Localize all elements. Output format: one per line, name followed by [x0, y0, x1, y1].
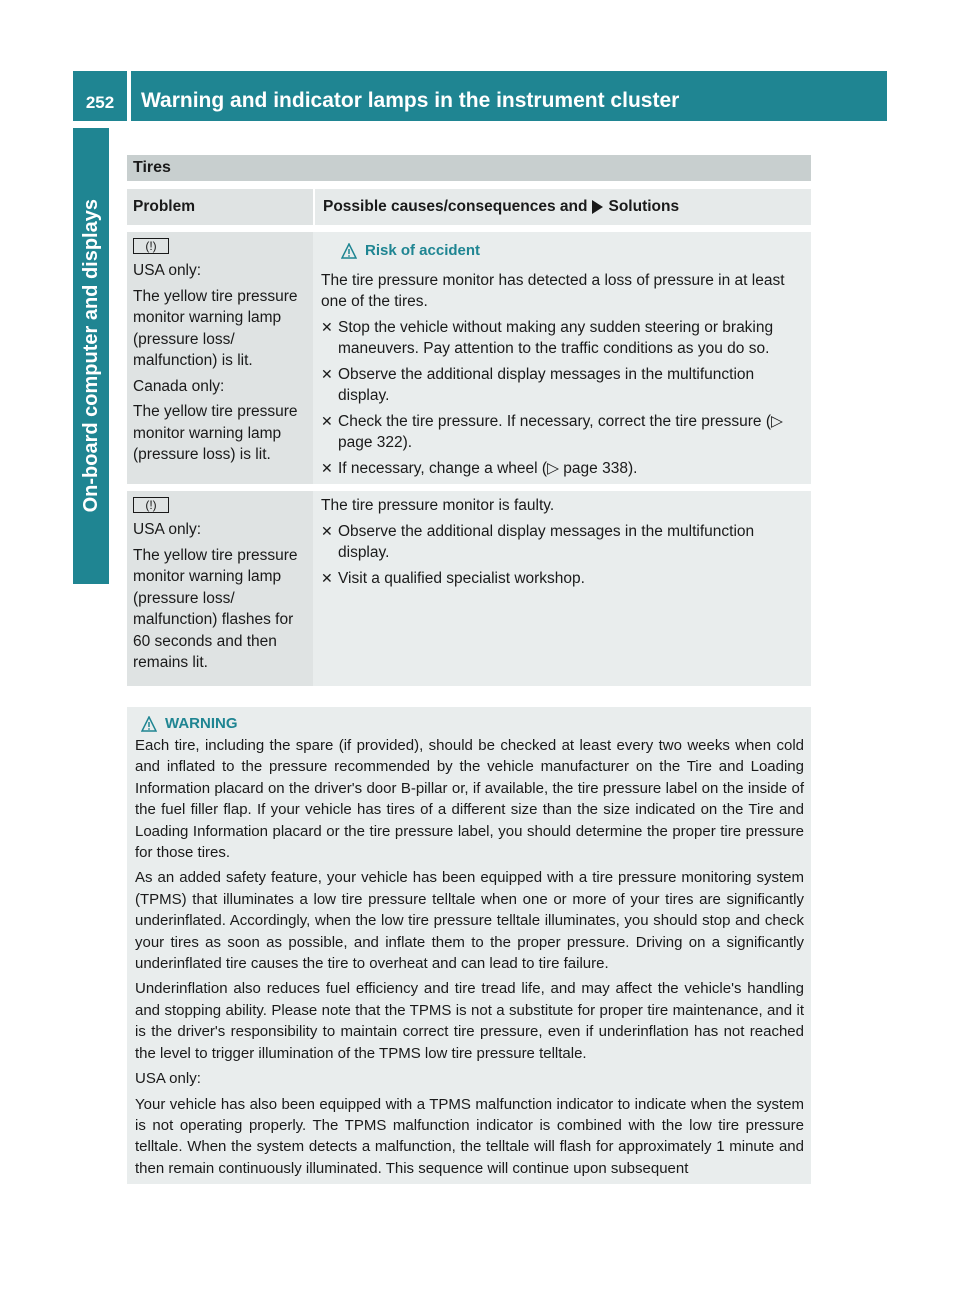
problem-line: USA only: [133, 262, 202, 279]
step-text: If necessary, change a wheel (▷ page 338). [338, 459, 638, 477]
step-marker-icon: ✕ [321, 412, 333, 429]
page-number: 252 [73, 71, 127, 121]
page-title: Warning and indicator lamps in the instrument cluster [131, 71, 887, 121]
tire-pressure-icon: (!) [133, 238, 169, 254]
problem-cell [127, 491, 313, 686]
side-tab-label: On-board computer and displays [79, 199, 102, 513]
solution-intro: The tire pressure monitor is faulty. [321, 497, 555, 514]
step-text: Visit a qualified specialist workshop. [338, 569, 585, 587]
solution-step [321, 411, 805, 454]
warning-paragraph: As an added safety feature, your vehicle has been equipped with a tire pressure monitoring system (TPMS) that illuminates a low tire pressure telltale when one or more of your tires are significantly underinflated. Accordingly, when the low tire pressure telltale illuminates, you should stop and check your tires as soon as possible, and inflate them to the proper pressure. Driving on a significantly underinflated tire causes the tire to overheat and can lead to tire failure. [135, 869, 804, 973]
table-header-row [127, 189, 811, 225]
problem-line: USA only: [133, 521, 202, 538]
solution-step [321, 458, 805, 480]
warning-paragraph: Underinflation also reduces fuel efficiency and tire tread life, and may affect the vehicle's handling and stopping ability. Please note that the TPMS is not a substitute for proper tire maintenance, and it is the driver's responsibility to maintain correct tire pressure, even if underinflation has not reached the level to trigger illumination of the TPMS low tire pressure telltale. [135, 980, 804, 1062]
problem-line: The yellow tire pressure monitor warning lamp (pressure loss) is lit. [133, 403, 298, 463]
page-header [73, 71, 887, 121]
warning-triangle-icon [341, 243, 357, 259]
warning-label: WARNING [165, 715, 238, 732]
table-row [127, 491, 811, 686]
risk-heading [321, 240, 805, 262]
warning-paragraph: Your vehicle has also been equipped with a TPMS malfunction indicator to indicate when the system is not operating properly. The TPMS malfunction indicator is combined with the low tire pressure telltale. When the system detects a malfunction, the telltale will flash for approximately 1 minute and then remain continuously illuminated. This sequence will continue upon subsequent [135, 1095, 804, 1177]
solution-cell [313, 491, 811, 686]
step-marker-icon: ✕ [321, 569, 333, 586]
solution-step [321, 521, 805, 564]
step-text: Stop the vehicle without making any sudden steering or braking maneuvers. Pay attention to the traffic conditions as you do so. [338, 318, 774, 357]
solution-step [321, 568, 805, 590]
step-text: Check the tire pressure. If necessary, correct the tire pressure (▷ page 322). [338, 412, 783, 451]
col-header-problem: Problem [127, 189, 313, 225]
solution-intro: The tire pressure monitor has detected a loss of pressure in at least one of the tires. [321, 271, 785, 310]
step-text: Observe the additional display messages in the multifunction display. [338, 522, 755, 561]
problem-line: The yellow tire pressure monitor warning lamp (pressure loss/ malfunction) flashes for 60 seconds and then remains lit. [133, 546, 298, 671]
table-title: Tires [127, 155, 811, 181]
step-marker-icon: ✕ [321, 522, 333, 539]
warning-body [135, 735, 804, 1179]
col-header-causes-prefix: Possible causes/consequences and [323, 198, 588, 215]
problem-line: The yellow tire pressure monitor warning lamp (pressure loss/ malfunction) is lit. [133, 287, 298, 369]
col-header-causes [315, 189, 811, 225]
side-tab-label-wrap [73, 128, 109, 584]
warning-paragraph: Each tire, including the spare (if provided), should be checked at least every two weeks when cold and inflated to the pressure recommended by the vehicle manufacturer on the Tire and Loading Information placard on the driver's door B-pillar or, if available, the tire pressure label on the inside of the fuel filler flap. If your vehicle has tires of a different size than the size indicated on the Tire and Loading Information placard or the tire pressure label, you should determine the proper tire pressure for those tires. [135, 737, 804, 862]
solution-cell [313, 232, 811, 484]
solution-step [321, 317, 805, 360]
tire-pressure-icon: (!) [133, 497, 169, 513]
arrow-right-icon [592, 200, 603, 214]
step-marker-icon: ✕ [321, 459, 333, 476]
warning-triangle-icon [141, 716, 157, 732]
problem-cell [127, 232, 313, 484]
tires-table [127, 155, 811, 686]
solution-step [321, 364, 805, 407]
problem-line: Canada only: [133, 377, 225, 395]
table-row [127, 232, 811, 484]
warning-paragraph: USA only: [135, 1070, 201, 1088]
step-marker-icon: ✕ [321, 318, 333, 335]
warning-heading [135, 715, 804, 732]
risk-label: Risk of accident [365, 242, 481, 259]
step-text: Observe the additional display messages in the multifunction display. [338, 365, 755, 404]
warning-box [127, 707, 811, 1184]
step-marker-icon: ✕ [321, 365, 333, 382]
col-header-causes-suffix: Solutions [608, 198, 680, 215]
